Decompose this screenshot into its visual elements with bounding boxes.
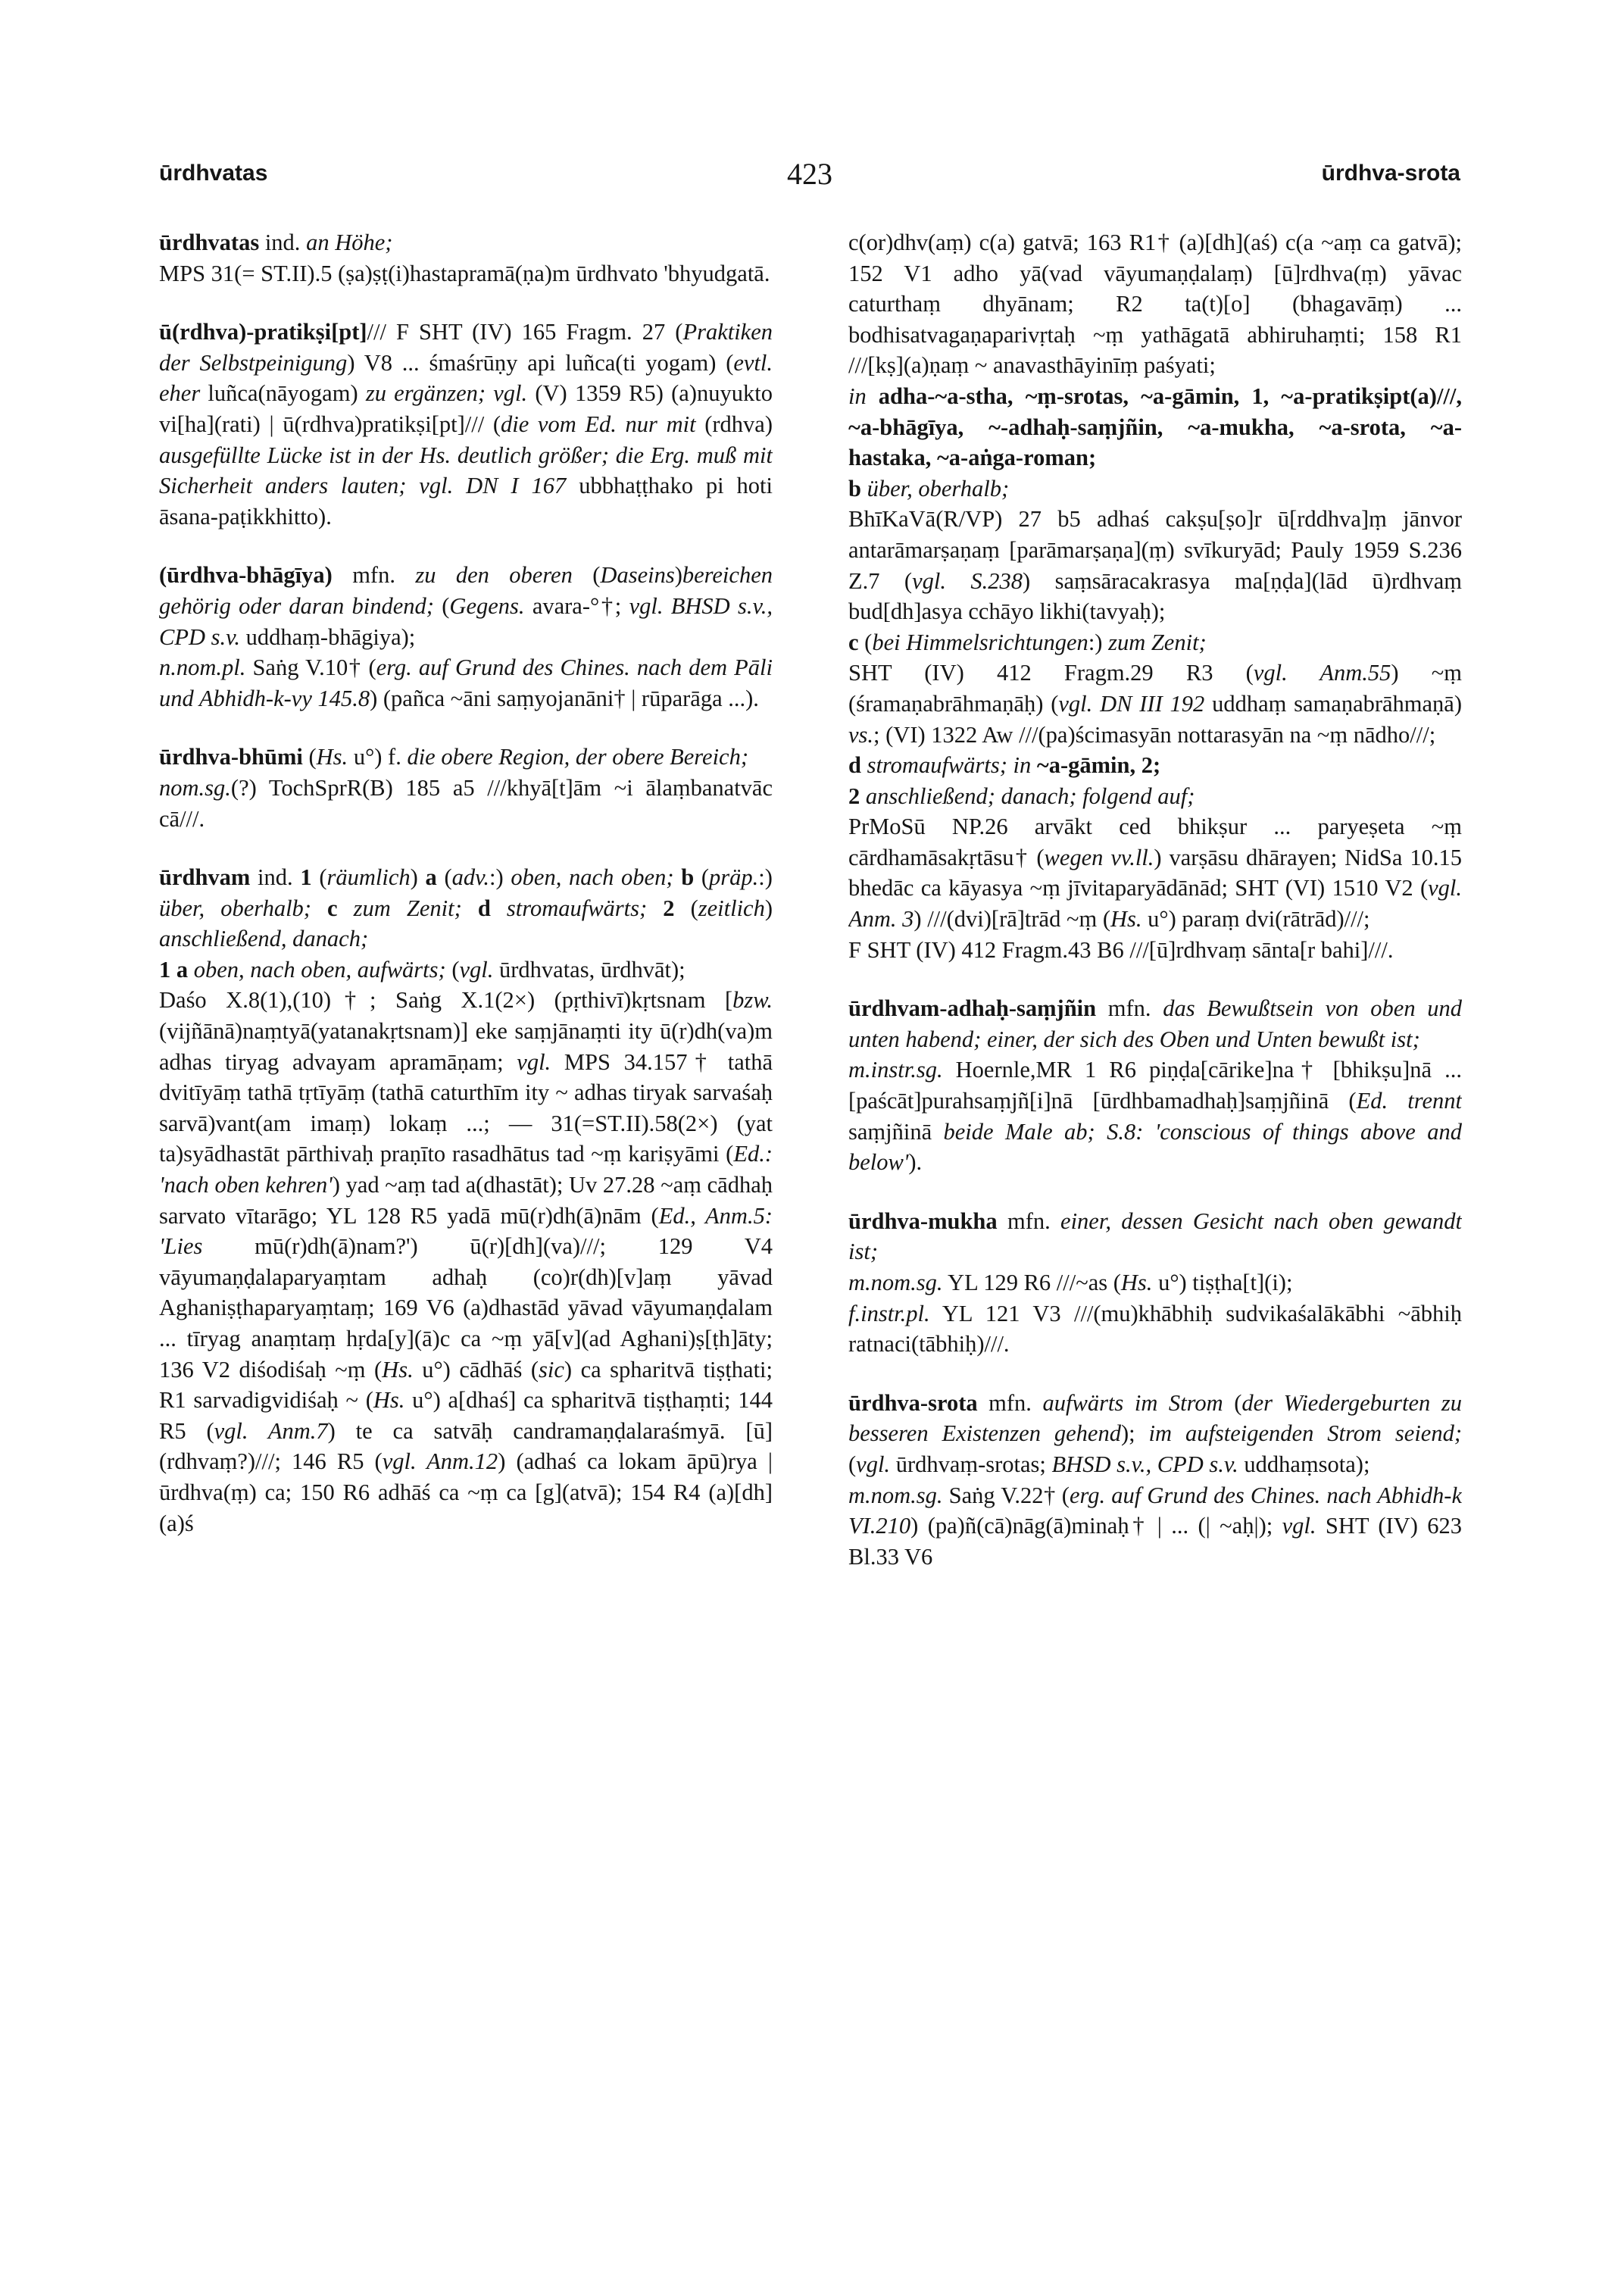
- entry-urdhvam-sense-b-citation: BhīKaVā(R/VP) 27 b5 adhaś cakṣu[ṣo]r ū[rddhva]ṃ jānvor antarāmarṣaṇaṃ [parāmarṣaṇa](ṃ) svīkuryād; Pauly 1959 S.236 Z.7 (vgl. S.238) saṃsāracakrasya ma[ṇḍa](lād ū)rdhvaṃ bud[dh]asya cchāyo likhi(tavyaḥ);: [848, 506, 1462, 625]
- entry-urdhva-mukha: ūrdhva-mukha mfn. einer, dessen Gesicht nach oben gewandt ist;: [848, 1208, 1462, 1265]
- header-right-word: ūrdhva-srota: [1321, 161, 1460, 186]
- entry-urdhvam-sense-2: 2 anschließend; danach; folgend auf;: [848, 783, 1195, 809]
- entry-urdhva-pratiksipt: ū(rdhva)-pratikṣi[pt]/// F SHT (IV) 165 Fragm. 27 (Praktiken der Selbstpeinigung) V8 ... śmaśrūṇy api luñca(ti yogam) (evtl. eher luñca(nāyogam) zu ergänzen; vgl. (V) 1359 R5) (a)nuyukto vi[ha](rati) | ū(rdhva)pratikṣi[pt]/// (die vom Ed. nur mit (rdhva) ausgefüllte Lücke ist in der Hs. deutlich größer; die Erg. muß mit Sicherheit anders lauten; vgl. DN I 167 ubbhaṭṭhako pi hoti āsana-paṭikkhitto).: [159, 319, 773, 530]
- entry-urdhva-srota-citation: m.nom.sg. Saṅg V.22† (erg. auf Grund des Chines. nach Abhidh-k VI.210) (pa)ñ(cā)nāg(ā)minaḥ† | ... (| ~aḥ|); vgl. SHT (IV) 623 Bl.33 V6: [848, 1482, 1462, 1570]
- entry-urdhva-mukha-citation-m: m.nom.sg. YL 129 R6 ///~as (Hs. u°) tiṣṭha[t](i);: [848, 1270, 1293, 1295]
- entry-urdhvam-sense-c: c (bei Himmelsrichtungen:) zum Zenit;: [848, 629, 1207, 655]
- entry-urdhvam-sense-1a: 1 a oben, nach oben, aufwärts; (vgl. ūrdhvatas, ūrdhvāt);: [159, 956, 686, 983]
- entry-urdhvatas-citation: MPS 31(= ST.II).5 (ṣa)ṣṭ(i)hastapramā(ṇa)m ūrdhvato 'bhyudgatā.: [159, 260, 770, 286]
- entry-urdhva-bhumi: ūrdhva-bhūmi (Hs. u°) f. die obere Region, der obere Bereich;: [159, 744, 748, 770]
- entry-urdhvatas: ūrdhvatas ind. an Höhe;: [159, 230, 393, 255]
- entry-urdhva-mukha-citation-f: f.instr.pl. YL 121 V3 ///(mu)khābhiḥ sudvikaśalākābhi ~ābhiḥ ratnaci(tābhiḥ)///.: [848, 1300, 1462, 1358]
- entry-urdhvam-adhah-samjnin: ūrdhvam-adhaḥ-saṃjñin mfn. das Bewußtsein von oben und unten habend; einer, der sich des Oben und Unten bewußt ist;: [848, 995, 1462, 1052]
- entry-urdhva-bhagiya: (ūrdhva-bhāgīya) mfn. zu den oberen (Daseins)bereichen gehörig oder daran bindend; (Gegens. avara-°†; vgl. BHSD s.v., CPD s.v. uddhaṃ-bhāgiya);: [159, 562, 773, 650]
- entry-urdhvam-sense-d: d stromaufwärts; in ~a-gāmin, 2;: [848, 752, 1161, 779]
- entry-urdhvam-sense-c-citation: SHT (IV) 412 Fragm.29 R3 (vgl. Anm.55) ~ṃ (śramaṇabrāhmaṇāḥ) (vgl. DN III 192 uddhaṃ samaṇabrāhmaṇā) vs.; (VI) 1322 Aw ///(pa)ścimasyān nottarasyān na ~ṃ nādho///;: [848, 660, 1462, 748]
- entry-urdhvam-citations-cont: c(or)dhv(aṃ) c(a) gatvā; 163 R1† (a)[dh](aś) c(a ~aṃ ca gatvā); 152 V1 adho yā(vad vāyumaṇḍalaṃ) [ū]rdhva(ṃ) yāvac caturthaṃ dhyānam; R2 ta(t)[o] (bhagavāṃ) ... bodhisatvagaṇaparivṛtaḥ ~ṃ yathāgatā abhiruhaṃti; 158 R1 ///[kṣ](a)ṇaṃ ~ anavasthāyinīṃ paśyati;: [848, 230, 1462, 379]
- page-header: [159, 157, 1460, 206]
- left-column: [159, 227, 773, 2182]
- page-number: 423: [787, 157, 832, 191]
- entry-urdhvam-adhah-samjnin-citation: m.instr.sg. Hoernle,MR 1 R6 piṇḍa[cārike]na† [bhikṣu]nā ... [paścāt]purahsaṃjñ[i]nā [ūrdhbamadhaḥ]saṃjñinā (Ed. trennt saṃjñinā beide Male ab; S.8: 'conscious of things above and below').: [848, 1057, 1462, 1176]
- entry-urdhvam-citations: Daśo X.8(1),(10)†; Saṅg X.1(2×) (pṛthivī)kṛtsnam [bzw. (vijñānā)naṃtyā(yatanakṛtsnam)] eke saṃjānaṃti ity ū(r)dh(va)m adhas tiryag advayam apramāṇam; vgl. MPS 34.157† tathā dvitīyāṃ tathā tṛtīyāṃ (tathā caturthīm ity ~ adhas tiryak sarvaśaḥ sarvā)vant(am imaṃ) lokaṃ ...; — 31(=ST.II).58(2×) (yat ta)syādhastāt pārthivaḥ praṇīto rasadhātus tad ~ṃ kariṣyāmi (Ed.: 'nach oben kehren') yad ~aṃ tad a(dhastāt); Uv 27.28 ~aṃ cādhaḥ sarvato vītarāgo; YL 128 R5 yadā mū(r)dh(ā)nām (Ed., Anm.5: 'Lies mū(r)dh(ā)nam?') ū(r)[dh](va)///; 129 V4 vāyumaṇḍalaparyaṃtam adhaḥ (co)r(dh)[v]aṃ yāvad Aghaniṣṭhaparyaṃtaṃ; 169 V6 (a)dhastād yāvad vāyumaṇḍalam ... tīryag anaṃtaṃ hṛda[y](ā)c ca ~ṃ yā[v](ad Aghani)ṣ[ṭh]āty; 136 V2 diśodiśaḥ ~ṃ (Hs. u°) cādhāś (sic) ca spharitvā tiṣṭhati; R1 sarvadigvidiśaḥ ~ (Hs. u°) a[dhaś] ca spharitvā tiṣṭhaṃti; 144 R5 (vgl. Anm.7) te ca satvāḥ candramaṇḍalaraśmyā. [ū](rdhvaṃ?)///; 146 R5 (vgl. Anm.12) (adhaś ca lokam āpū)rya | ūrdhva(ṃ) ca; 150 R6 adhāś ca ~ṃ ca [g](atvā); 154 R4 (a)[dh](a)ś: [159, 987, 773, 1536]
- right-column: [848, 227, 1462, 2182]
- entry-urdhva-srota: ūrdhva-srota mfn. aufwärts im Strom (der Wiedergeburten zu besseren Existenzen gehend); im aufsteigenden Strom seiend; (vgl. ūrdhvaṃ-srotas; BHSD s.v., CPD s.v. uddhaṃsota);: [848, 1389, 1462, 1477]
- header-left-word: ūrdhvatas: [159, 161, 268, 186]
- entry-urdhva-bhagiya-citation: n.nom.pl. Saṅg V.10† (erg. auf Grund des Chines. nach dem Pāli und Abhidh-k-vy 145.8) (pañca ~āni saṃyojanāni† | rūparāga ...).: [159, 655, 773, 711]
- entry-urdhvam: ūrdhvam ind. 1 (räumlich) a (adv.:) oben, nach oben; b (präp.:) über, oberhalb; c zum Zenit; d stromaufwärts; 2 (zeitlich) anschließend, danach;: [159, 864, 773, 952]
- entry-urdhvam-fragment: F SHT (IV) 412 Fragm.43 B6 ///[ū]rdhvaṃ sānta[r bahi]///.: [848, 936, 1394, 963]
- entry-urdhvam-sense-2-citation: PrMoSū NP.26 arvākt ced bhikṣur ... paryeṣeta ~ṃ cārdhamāsakṛtāsu† (wegen vv.ll.) varṣāsu dhārayen; NidSa 10.15 bhedāc ca kāyasya ~ṃ jīvitaparyādānād; SHT (VI) 1510 V2 (vgl. Anm. 3) ///(dvi)[rā]trād ~ṃ (Hs. u°) paraṃ dvi(rātrād)///;: [848, 814, 1462, 933]
- entry-urdhvam-compounds: in adha-~a-stha, ~ṃ-srotas, ~a-gāmin, 1, ~a-pratikṣipt(a)///, ~a-bhāgīya, ~-adhaḥ-saṃjñin, ~a-mukha, ~a-srota, ~a-hastaka, ~a-aṅga-roman;: [848, 383, 1462, 471]
- entry-urdhvam-sense-b: b über, oberhalb;: [848, 475, 1010, 501]
- entry-urdhva-bhumi-citation: nom.sg.(?) TochSprR(B) 185 a5 ///khyā[t]ām ~i ālaṃbanatvāc cā///.: [159, 774, 773, 832]
